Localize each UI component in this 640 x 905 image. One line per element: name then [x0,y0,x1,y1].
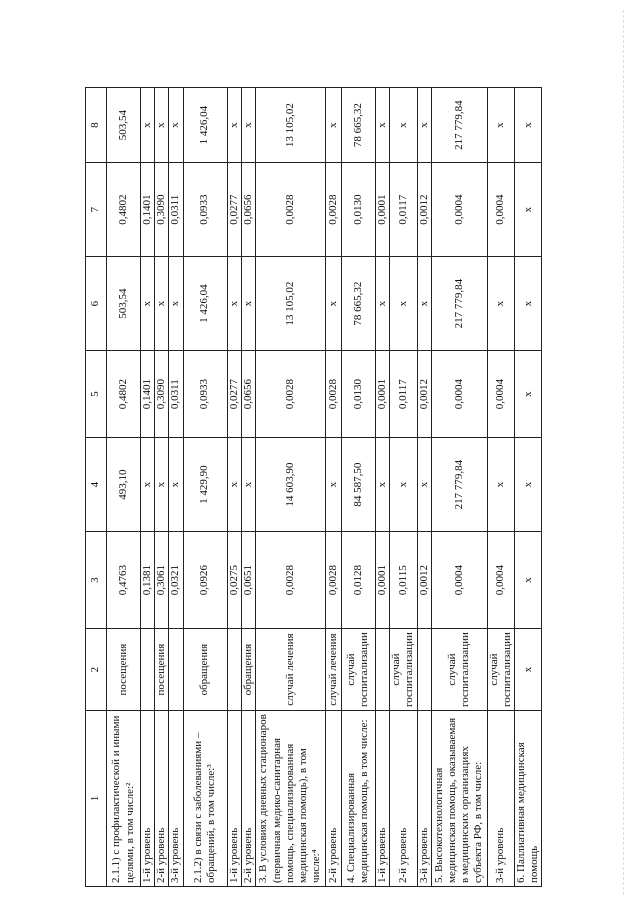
unit-cell: случай госпитализации [487,629,514,711]
value-cell: x [390,88,417,163]
value-cell: 0,0004 [431,351,487,438]
value-cell: 0,1381 [141,532,155,629]
value-cell: x [515,257,542,351]
header-cell: 8 [86,88,107,163]
table-row [375,88,389,887]
value-cell: 503,54 [107,88,141,163]
value-cell: 0,0311 [169,351,183,438]
table-row [255,88,325,887]
value-cell: 0,0130 [341,163,375,257]
value-cell: 0,0115 [390,532,417,629]
table-body [107,88,542,887]
unit-cell [141,629,155,711]
value-cell: x [515,163,542,257]
value-cell: 1 426,04 [183,257,227,351]
unit-cell: посещения [155,629,169,711]
value-cell: 217 779,84 [431,438,487,532]
value-cell: 0,4763 [107,532,141,629]
table-row [515,88,542,887]
value-cell: x [227,438,241,532]
row-label: 2.1.2) в связи с заболеваниями – обращений, в том числе:³ [183,711,227,887]
table-row [390,88,417,887]
table-row [341,88,375,887]
value-cell: 14 603,90 [255,438,325,532]
value-cell: 0,4802 [107,351,141,438]
value-cell: 0,0651 [241,532,255,629]
value-cell: x [515,88,542,163]
value-cell: 0,1401 [141,163,155,257]
row-label: 1-й уровень [375,711,389,887]
value-cell: 0,0311 [169,163,183,257]
unit-cell: случай госпитализации [341,629,375,711]
value-cell: x [515,438,542,532]
value-cell: 0,0004 [431,532,487,629]
value-cell: 0,0028 [255,163,325,257]
table-row [241,88,255,887]
value-cell: x [325,88,341,163]
table-row [155,88,169,887]
value-cell: 0,0001 [375,532,389,629]
financing-table [85,87,542,887]
value-cell: 0,0130 [341,351,375,438]
value-cell: 13 105,02 [255,257,325,351]
value-cell: 503,54 [107,257,141,351]
unit-cell: обращения [183,629,227,711]
row-label: 3-й уровень [169,711,183,887]
row-label: 6. Паллиативная медицинская помощь [515,711,542,887]
value-cell: 0,0656 [241,351,255,438]
value-cell: 0,0004 [487,163,514,257]
value-cell: 0,0004 [487,532,514,629]
value-cell: x [241,88,255,163]
value-cell: x [375,438,389,532]
value-cell: 0,0012 [417,532,431,629]
value-cell: 0,0012 [417,351,431,438]
value-cell: x [390,438,417,532]
table-row [325,88,341,887]
row-label: 5. Высокотехнологичная медицинская помощь, оказываемая в медицинских организациях субъекта РФ, в том числе: [431,711,487,887]
value-cell: 0,0001 [375,163,389,257]
value-cell: x [487,257,514,351]
header-cell: 1 [86,711,107,887]
value-cell: x [325,257,341,351]
value-cell: 0,0321 [169,532,183,629]
value-cell: 13 105,02 [255,88,325,163]
value-cell: 0,0128 [341,532,375,629]
table-row [227,88,241,887]
header-cell: 3 [86,532,107,629]
value-cell: 0,3061 [155,532,169,629]
value-cell: 217 779,84 [431,88,487,163]
unit-cell [169,629,183,711]
value-cell: x [390,257,417,351]
value-cell: x [141,257,155,351]
value-cell: x [155,257,169,351]
value-cell: 0,0117 [390,163,417,257]
value-cell: x [241,257,255,351]
unit-cell: случай лечения [255,629,325,711]
unit-cell: случай госпитализации [390,629,417,711]
value-cell: 0,0004 [431,163,487,257]
value-cell: 1 429,90 [183,438,227,532]
value-cell: x [241,438,255,532]
unit-cell [375,629,389,711]
value-cell: 0,3090 [155,351,169,438]
table-row [107,88,141,887]
value-cell: x [515,351,542,438]
header-row [86,88,107,887]
table-row [417,88,431,887]
row-label: 1-й уровень [227,711,241,887]
value-cell: x [141,438,155,532]
unit-cell [227,629,241,711]
row-label: 4. Специализированная медицинская помощь, в том числе: [341,711,375,887]
value-cell: 0,4802 [107,163,141,257]
value-cell: 0,0028 [325,532,341,629]
value-cell: 217 779,84 [431,257,487,351]
value-cell: x [487,438,514,532]
row-label: 2.1.1) с профилактической и иными целями, в том числе:² [107,711,141,887]
table-row [169,88,183,887]
value-cell: 0,0926 [183,532,227,629]
value-cell: x [417,88,431,163]
value-cell: 493,10 [107,438,141,532]
value-cell: x [227,257,241,351]
value-cell: x [169,88,183,163]
value-cell: 0,1401 [141,351,155,438]
value-cell: x [417,257,431,351]
row-label: 3-й уровень [417,711,431,887]
value-cell: 0,0028 [255,351,325,438]
header-cell: 2 [86,629,107,711]
unit-cell: обращения [241,629,255,711]
value-cell: 0,0028 [255,532,325,629]
value-cell: 0,0933 [183,163,227,257]
row-label: 2-й уровень [325,711,341,887]
header-cell: 4 [86,438,107,532]
row-label: 2-й уровень [390,711,417,887]
table-row [487,88,514,887]
value-cell: x [375,257,389,351]
value-cell: 0,0028 [325,163,341,257]
value-cell: x [141,88,155,163]
header-cell: 5 [86,351,107,438]
value-cell: x [155,88,169,163]
value-cell: x [375,88,389,163]
header-cell: 7 [86,163,107,257]
table-row [141,88,155,887]
value-cell: x [487,88,514,163]
unit-cell: посещения [107,629,141,711]
value-cell: x [417,438,431,532]
value-cell: 0,0933 [183,351,227,438]
row-label: 3. В условиях дневных стационаров (первичная медико-санитарная помощь, специализированная медицинская помощь), в том числе:⁴ [255,711,325,887]
value-cell: 0,0277 [227,351,241,438]
value-cell: 1 426,04 [183,88,227,163]
unit-cell: x [515,629,542,711]
value-cell: 0,3090 [155,163,169,257]
value-cell: x [515,532,542,629]
value-cell: x [325,438,341,532]
value-cell: 0,0001 [375,351,389,438]
table-row [431,88,487,887]
value-cell: 0,0004 [487,351,514,438]
value-cell: x [169,438,183,532]
value-cell: 84 587,50 [341,438,375,532]
value-cell: x [169,257,183,351]
value-cell: x [227,88,241,163]
unit-cell [417,629,431,711]
header-cell: 6 [86,257,107,351]
row-label: 1-й уровень [141,711,155,887]
table-row [183,88,227,887]
row-label: 2-й уровень [241,711,255,887]
value-cell: 78 665,32 [341,88,375,163]
value-cell: 0,0117 [390,351,417,438]
unit-cell: случай госпитализации [431,629,487,711]
row-label: 2-й уровень [155,711,169,887]
row-label: 3-й уровень [487,711,514,887]
value-cell: 78 665,32 [341,257,375,351]
value-cell: x [155,438,169,532]
value-cell: 0,0012 [417,163,431,257]
value-cell: 0,0656 [241,163,255,257]
value-cell: 0,0028 [325,351,341,438]
unit-cell: случай лечения [325,629,341,711]
value-cell: 0,0275 [227,532,241,629]
value-cell: 0,0277 [227,163,241,257]
